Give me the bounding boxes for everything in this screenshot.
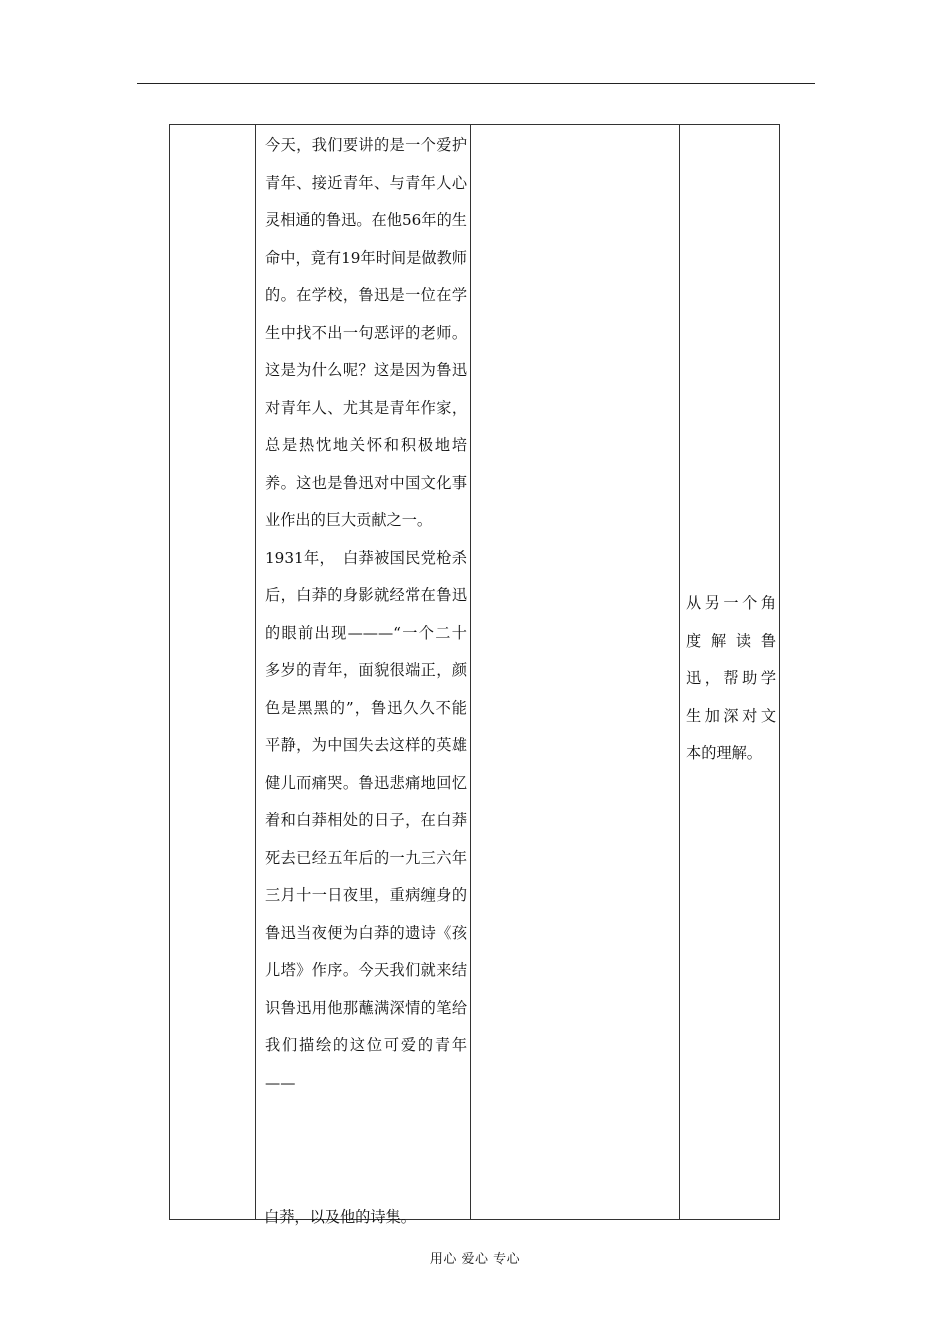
page-footer: 用心 爱心 专心 — [429, 1252, 521, 1267]
header-rule — [137, 83, 815, 84]
column-divider — [470, 125, 471, 1219]
content-paragraph-2: 1931年， 白莽被国民党枪杀后，白莽的身影就经常在鲁迅的眼前出现———“一个二十多岁的青年，面貌很端正，颜色是黑黑的”，鲁迅久久不能平静，为中国失去这样的英雄健儿而痛哭。鲁迅悲痛地回忆着和白莽相处的日子，在白莽死去已经五年后的一九三六年三月十一日夜里，重病缠身的鲁迅当夜便为白莽的遗诗《孩儿塔》作序。今天我们就来结识鲁迅用他那蘸满深情的笔给我们描绘的这位可爱的青年—— — [265, 548, 467, 1092]
content-paragraph-2-tail: 白莽，以及他的诗集。 — [264, 1208, 416, 1226]
lesson-table — [169, 124, 780, 1220]
content-paragraph-1: 今天，我们要讲的是一个爱护青年、接近青年、与青年人心灵相通的鲁迅。在他56年的生命中，竟有19年时间是做教师的。在学校，鲁迅是一位在学生中找不出一句恶评的老师。这是为什么呢？这是因为鲁迅对青年人、尤其是青年作家，总是热忱地关怀和积极地培养。这也是鲁迅对中国文化事业作出的巨大贡献之一。 — [265, 136, 467, 529]
teaching-content-cell — [265, 127, 467, 1102]
column-divider — [255, 125, 256, 1219]
column-divider — [679, 125, 680, 1219]
design-intent-cell: 从另一个角度解读鲁迅，帮助学生加深对文本的理解。 — [686, 594, 776, 762]
